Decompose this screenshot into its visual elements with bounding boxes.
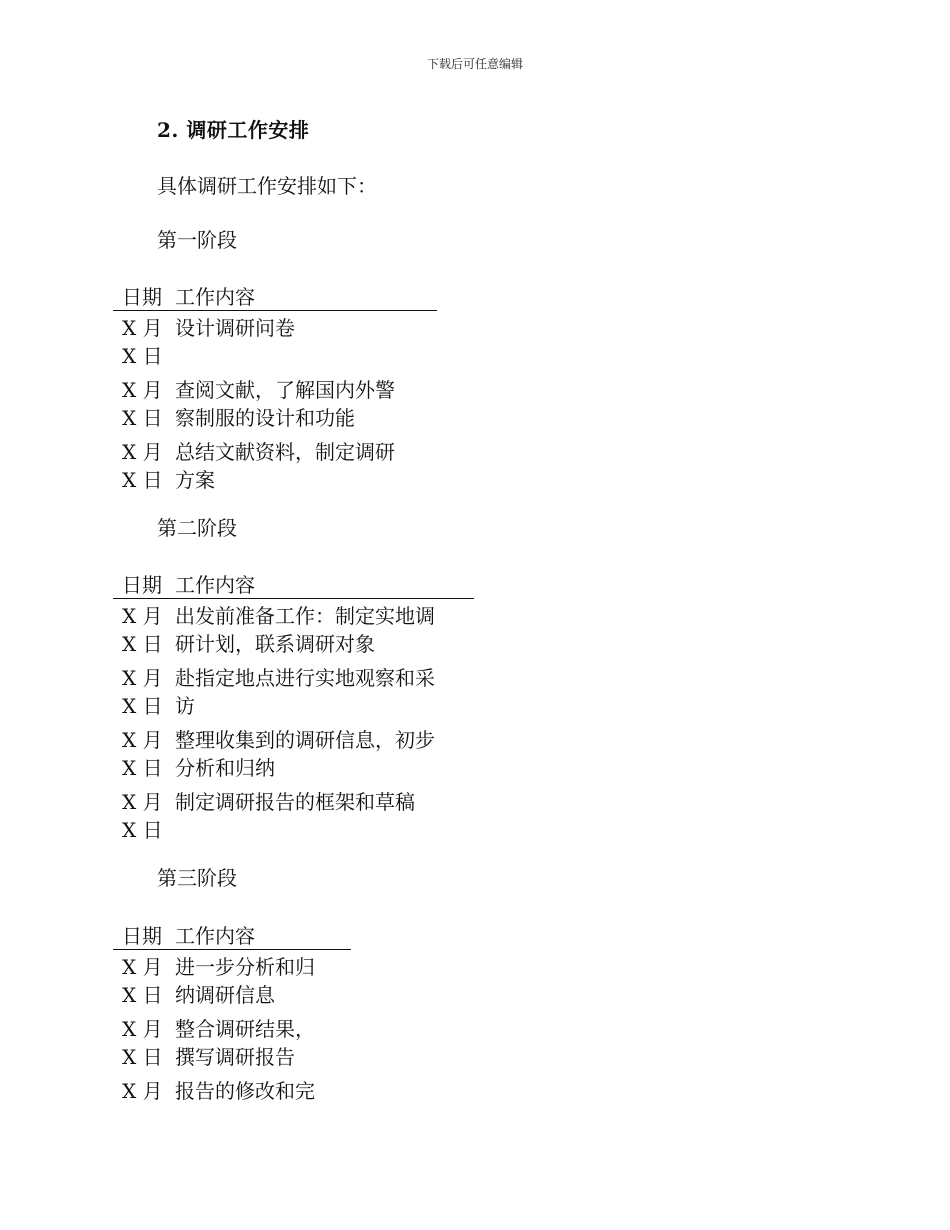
content-line: 方案 (175, 468, 215, 492)
content-cell (175, 788, 474, 844)
date-line: X 月 (122, 440, 163, 464)
table-header (113, 569, 474, 599)
content-line: 整合调研结果， (175, 1017, 315, 1041)
date-column-header: 日期 (122, 573, 162, 597)
date-line: X 月 (122, 316, 163, 340)
content-line: 查阅文献，了解国内外警 (175, 378, 395, 402)
content-column-header: 工作内容 (175, 573, 255, 597)
date-line: X 日 (122, 632, 163, 656)
date-cell (113, 1077, 175, 1105)
date-line: X 月 (122, 1017, 163, 1041)
date-cell (113, 438, 175, 494)
content-cell (175, 1015, 351, 1071)
content-line: 整理收集到的调研信息，初步 (175, 728, 435, 752)
page-header: 下载后可任意编辑 (426, 57, 523, 71)
content-cell (175, 376, 437, 432)
content-cell (175, 438, 437, 494)
content-line: 研计划，联系调研对象 (175, 632, 375, 656)
content-cell (175, 953, 351, 1009)
date-cell (113, 726, 175, 782)
table-row (113, 599, 474, 658)
date-column-header: 日期 (122, 924, 162, 948)
table-row (113, 1012, 351, 1071)
date-line: X 日 (122, 983, 163, 1007)
date-line: X 日 (122, 406, 163, 430)
date-line: X 月 (122, 955, 163, 979)
table-row (113, 785, 474, 844)
content-line: 赴指定地点进行实地观察和采 (175, 666, 435, 690)
stage-3-table (113, 920, 351, 1108)
date-cell (113, 314, 175, 370)
stage-2-title: 第二阶段 (157, 516, 237, 540)
table-body (113, 950, 351, 1105)
stage-2-table (113, 569, 474, 847)
date-line: X 日 (122, 818, 163, 842)
content-cell (175, 602, 474, 658)
table-row (113, 950, 351, 1009)
date-cell (113, 602, 175, 658)
content-line: 报告的修改和完 (175, 1079, 315, 1103)
date-line: X 日 (122, 756, 163, 780)
table-row (113, 435, 437, 494)
date-cell (113, 1015, 175, 1071)
content-line: 总结文献资料，制定调研 (175, 440, 395, 464)
date-cell (113, 376, 175, 432)
content-cell (175, 314, 437, 370)
content-cell (175, 664, 474, 720)
table-header (113, 281, 437, 311)
content-line: 进一步分析和归 (175, 955, 315, 979)
date-line: X 月 (122, 790, 163, 814)
date-line: X 月 (122, 604, 163, 628)
table-row (113, 1074, 351, 1105)
content-line: 设计调研问卷 (175, 316, 295, 340)
table-row (113, 723, 474, 782)
table-row (113, 311, 437, 370)
table-body (113, 311, 437, 494)
content-line: 分析和归纳 (175, 756, 275, 780)
table-row (113, 373, 437, 432)
table-header (113, 920, 351, 950)
stage-3-title: 第三阶段 (157, 866, 237, 890)
date-cell (113, 788, 175, 844)
date-line: X 日 (122, 694, 163, 718)
stage-1-table (113, 281, 437, 497)
date-line: X 月 (122, 1079, 163, 1103)
date-cell (113, 664, 175, 720)
content-line: 访 (175, 694, 195, 718)
section-title: 2. 调研工作安排 (157, 118, 310, 142)
content-column-header: 工作内容 (175, 924, 255, 948)
content-line: 纳调研信息 (175, 983, 275, 1007)
date-line: X 月 (122, 378, 163, 402)
date-column-header: 日期 (122, 285, 162, 309)
content-line: 制定调研报告的框架和草稿 (175, 790, 415, 814)
content-line: 出发前准备工作：制定实地调 (175, 604, 435, 628)
stage-1-title: 第一阶段 (157, 228, 237, 252)
content-column-header: 工作内容 (175, 285, 255, 309)
date-line: X 月 (122, 666, 163, 690)
date-line: X 月 (122, 728, 163, 752)
date-line: X 日 (122, 344, 163, 368)
intro-text: 具体调研工作安排如下： (157, 174, 377, 198)
date-line: X 日 (122, 1045, 163, 1069)
date-cell (113, 953, 175, 1009)
content-line: 察制服的设计和功能 (175, 406, 355, 430)
date-line: X 日 (122, 468, 163, 492)
table-row (113, 661, 474, 720)
content-cell (175, 1077, 351, 1105)
content-cell (175, 726, 474, 782)
content-line: 撰写调研报告 (175, 1045, 295, 1069)
table-body (113, 599, 474, 844)
